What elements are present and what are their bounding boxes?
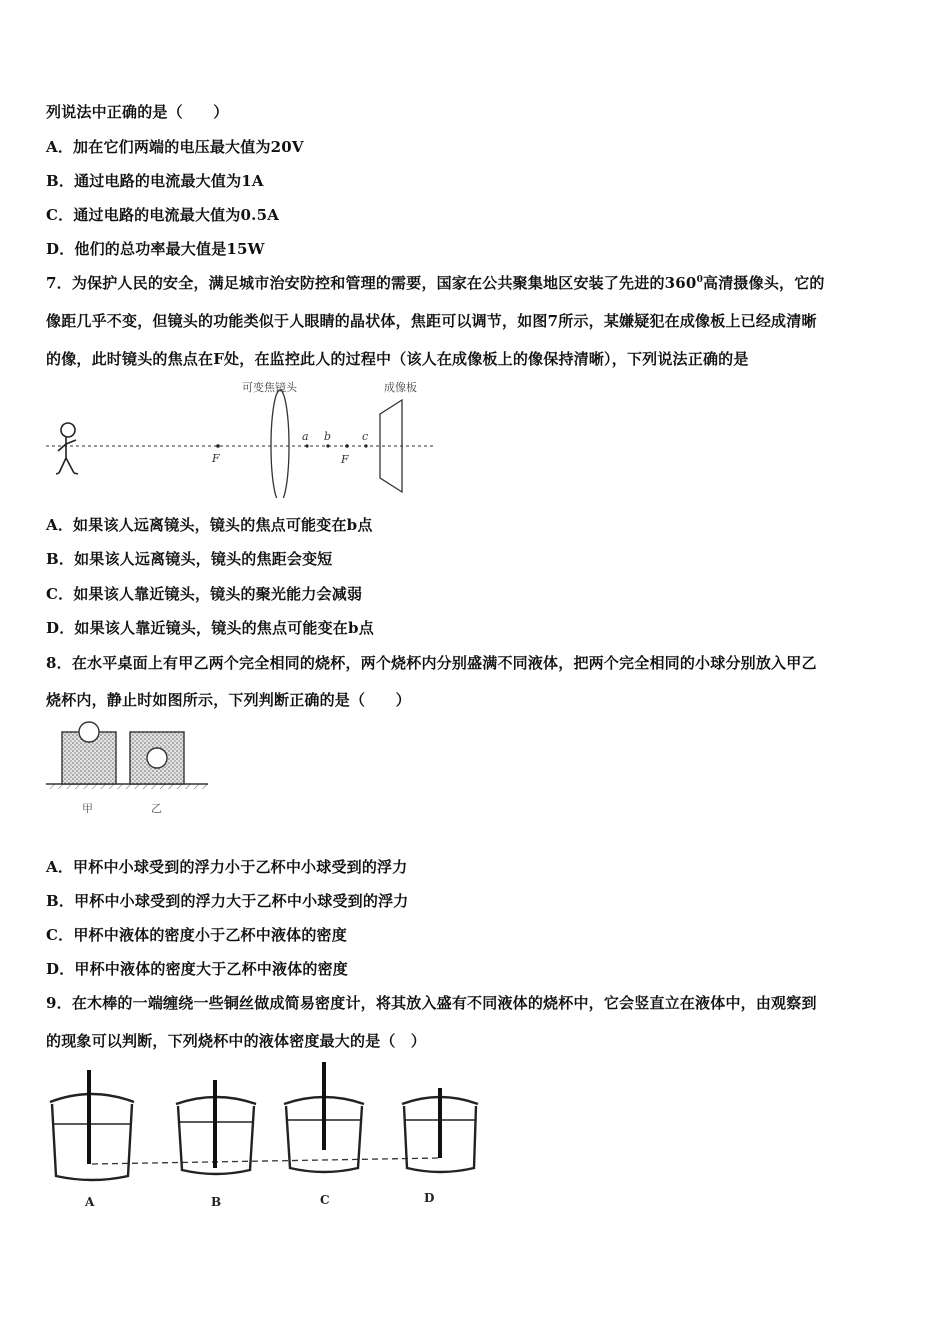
q7-option-b: B．如果该人远离镜头，镜头的焦距会变短: [46, 550, 333, 568]
table-hatch: [46, 784, 208, 789]
label-yi: 乙: [151, 802, 162, 815]
q6-option-a: A．加在它们两端的电压最大值为20V: [46, 138, 304, 156]
label-d: D: [424, 1191, 435, 1205]
focal-point-left: [216, 444, 220, 448]
q7-stem-line1-b: 高清摄像头，它的: [703, 274, 825, 292]
lens: [271, 390, 289, 498]
point-a-dot: [305, 444, 308, 447]
q8-option-d: D．甲杯中液体的密度大于乙杯中液体的密度: [46, 960, 349, 978]
beaker-a: [50, 1094, 134, 1180]
person-figure: [56, 423, 78, 474]
q6-option-d: D．他们的总功率最大值是15W: [46, 240, 265, 258]
q6-option-c: C．通过电路的电流最大值为0.5A: [46, 206, 280, 224]
q7-degree-sup: 0: [696, 275, 704, 285]
q7-stem-line2: 像距几乎不变，但镜头的功能类似于人眼睛的晶状体，焦距可以调节，如图7所示，某嫌疑犯在成像板上已经成清晰: [46, 312, 817, 330]
point-c-label: c: [362, 430, 369, 443]
point-c-dot: [364, 444, 367, 447]
q7-stem-line3: 的像，此时镜头的焦点在F处，在监控此人的过程中（该人在成像板上的像保持清晰），下列说法正确的是: [46, 350, 749, 368]
q7-lens-figure: [44, 378, 444, 498]
q7-option-d: D．如果该人靠近镜头，镜头的焦点可能变在b点: [46, 619, 374, 637]
q8-beaker-figure: [44, 718, 214, 818]
q8-option-b: B．甲杯中小球受到的浮力大于乙杯中小球受到的浮力: [46, 892, 409, 910]
q8-option-a: A．甲杯中小球受到的浮力小于乙杯中小球受到的浮力: [46, 858, 408, 876]
f-right-label: F: [341, 453, 349, 466]
q9-stem-line1: 9．在木棒的一端缠绕一些铜丝做成简易密度计，将其放入盛有不同液体的烧杯中，它会竖直立在液体中，由观察到: [46, 994, 817, 1012]
label-jia: 甲: [82, 802, 93, 815]
ball-jia: [79, 722, 99, 742]
lens-label: 可变焦镜头: [242, 381, 297, 394]
f-left-label: F: [212, 452, 220, 465]
q8-stem-line2: 烧杯内，静止时如图所示，下列判断正确的是（ ）: [46, 691, 411, 709]
q9-stem-line2: 的现象可以判断，下列烧杯中的液体密度最大的是（ ）: [46, 1032, 427, 1050]
point-b-label: b: [324, 430, 332, 443]
focal-point-right: [345, 444, 349, 448]
q9-hydrometer-figure: [44, 1058, 494, 1218]
screen-label: 成像板: [384, 381, 417, 394]
q6-stem-end: 列说法中正确的是（ ）: [46, 103, 229, 121]
q7-option-a: A．如果该人远离镜头，镜头的焦点可能变在b点: [46, 516, 373, 534]
reference-line: [92, 1158, 439, 1164]
label-a: A: [85, 1195, 95, 1209]
q6-option-b: B．通过电路的电流最大值为1A: [46, 172, 264, 190]
q7-option-c: C．如果该人靠近镜头，镜头的聚光能力会减弱: [46, 585, 363, 603]
label-b: B: [211, 1195, 222, 1209]
q7-stem-line1: [46, 272, 825, 293]
label-c: C: [320, 1193, 330, 1207]
q8-option-c: C．甲杯中液体的密度小于乙杯中液体的密度: [46, 926, 347, 944]
point-b-dot: [326, 444, 329, 447]
q8-stem-line1: 8．在水平桌面上有甲乙两个完全相同的烧杯，两个烧杯内分别盛满不同液体，把两个完全相同的小球分别放入甲乙: [46, 654, 817, 672]
point-a-label: a: [302, 430, 309, 443]
q7-stem-line1-a: 7．为保护人民的安全，满足城市治安防控和管理的需要，国家在公共聚集地区安装了先进的360: [46, 274, 697, 292]
ball-yi: [147, 748, 167, 768]
